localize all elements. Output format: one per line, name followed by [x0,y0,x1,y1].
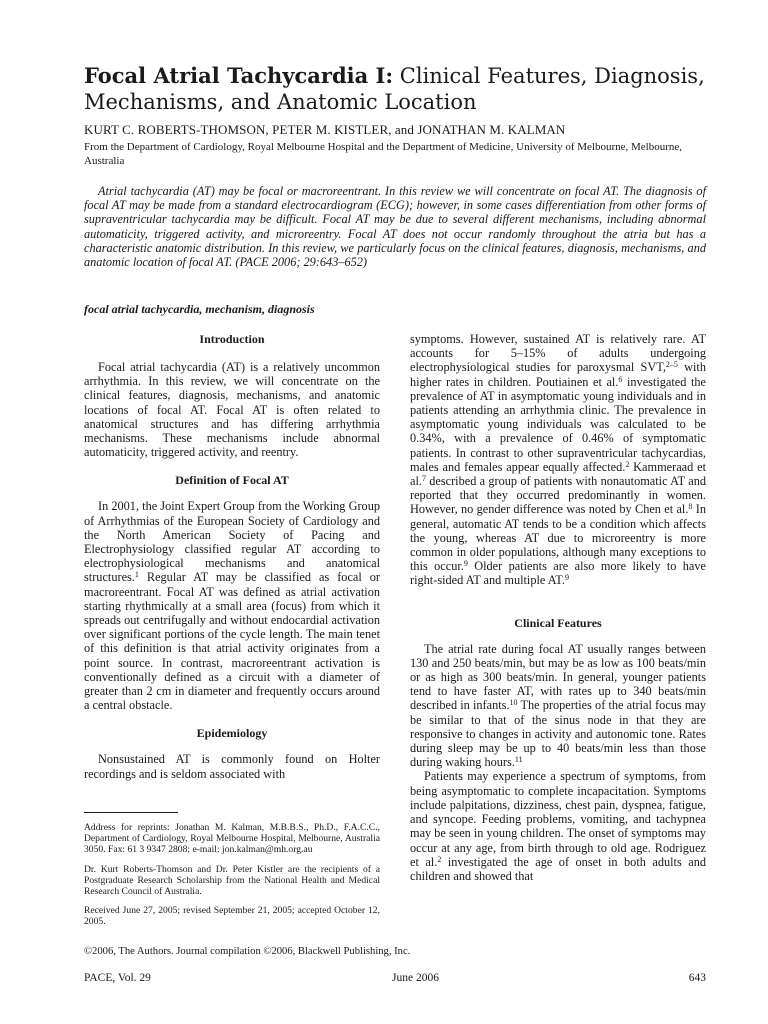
page-number: 643 [688,972,706,984]
citation-ref: 10 [509,698,518,708]
citation-ref: 6 [618,374,623,384]
keywords: focal atrial tachycardia, mechanism, diagnosis [84,302,315,316]
section-heading-clinical-features: Clinical Features [514,615,602,630]
article-title [84,63,706,115]
footnote-divider [84,812,178,813]
epidemiology-continued-paragraph: symptoms. However, sustained AT is relatively rare. AT accounts for 5–15% of adults undergoing electrophysiological studies for paroxysmal SVT,$^{2-5}$ with higher rates in children. Poutiainen et al.$^6$ investigated the prevalence of AT in asymptomatic young individuals and in patients attending an arrhythmia clinic. The prevalence in asymptomatic young individuals was calculated to be 0.34%, with a prevalence of 0.46% of symptomatic patients. In contrast to other supraventricular tachycardias, males and females appear equally affected.$^2$ Kammeraad et al.$^7$ described a group of patients with nonautomatic AT and reported that they occurred predominantly in women. However, no gender difference was noted by Chen et al.$^8$ In general, automatic AT tends to be a condition which affects the young, whereas AT due to microreentry is more common in older populations, although many exceptions to this occur.$^9$ Older patients are also more likely to have right-sided AT and multiple AT.$^9$ [410,332,707,588]
footnote-reprints: Address for reprints: Jonathan M. Kalman, M.B.B.S., Ph.D., F.A.C.C., Department of Cardiology, Royal Melbourne Hospital, Melbourne, Australia 3050. Fax: 61 3 9347 2808; e-mail: jon.kalman@mh.org.au [84,822,380,856]
citation-ref: 7 [421,474,426,484]
clinical-features-paragraph-2: Patients may experience a spectrum of symptoms, from being asymptomatic to complete incapacitation. Symptoms include palpitations, dizziness, chest pain, dyspnea, fatigue, and syncope. Feeding problems, vomiting, and tachypnea may be seen in young children. The onset of symptoms may occur at any age, from birth through to old age. Rodriguez et al.$^2$ investigated the age of onset in both adults and children and showed that [410,769,706,883]
section-heading-definition: Definition of Focal AT [175,473,289,488]
citation-ref: 8 [688,502,693,512]
footnote-scholarship: Dr. Kurt Roberts-Thomson and Dr. Peter Kistler are the recipients of a Postgraduate Research Scholarship from the National Health and Medical Research Council of Australia. [84,863,380,898]
title-bold-part: Focal Atrial Tachycardia I: [84,63,394,88]
epidemiology-paragraph: Nonsustained AT is commonly found on Holter recordings and is seldom associated with [84,752,380,781]
journal-volume: PACE, Vol. 29 [84,972,151,984]
citation-ref: 2 [437,854,442,864]
section-heading-introduction: Introduction [199,332,265,346]
citation-ref: 9 [463,559,468,569]
citation-ref: 1 [134,570,139,580]
citation-ref: 11 [514,755,523,765]
clinical-features-paragraph-1: The atrial rate during focal AT usually ranges between 130 and 250 beats/min, but may be as low as 100 beats/min or as high as 300 beats/min. In general, younger patients tend to have faster AT, with rates up to 340 beats/min described in infants.$^{10}$ The properties of the atrial focus may be similar to that of the sinus node in that they are responsive to changes in activity and autonomic tone. Rates during sleep may be up to 40 beats/min less than those during waking hours.$^{11}$ [410,641,706,770]
left-column [84,332,380,781]
definition-paragraph: In 2001, the Joint Expert Group from the Working Group of Arrhythmias of the European Society of Cardiology and the North American Society of Pacing and Electrophysiology classified regular AT according to electrophysiological mechanisms and anatomical structures.$^1$ Regular AT may be classified as focal or macroreentrant. Focal AT was defined as atrial activation starting rhythmically at a small area (focus) from which it spreads out centrifugally and without endocardial activation over significant portions of the cycle length. The main tenet of this definition is that atrial activity originates from a point source. In contrast, macroreentrant activation is conventionally defined as a circuit with a diameter of greater than 2 cm in diameter and frequently occurs around a central obstacle. [84,499,380,713]
author-affiliation: From the Department of Cardiology, Royal Melbourne Hospital and the Department of Medicine, University of Melbourne, Melbourne, Australia [84,141,683,167]
author-list: KURT C. ROBERTS-THOMSON, PETER M. KISTLER, and JONATHAN M. KALMAN [84,122,566,137]
right-column [410,332,706,883]
issue-date: June 2006 [392,972,439,984]
citation-ref: 2 [625,459,630,469]
title-rest-part: Clinical Features, Diagnosis, Mechanisms, and Anatomic Location [84,64,705,114]
footnotes [84,822,380,936]
copyright-notice: ©2006, The Authors. Journal compilation ©2006, Blackwell Publishing, Inc. [84,946,411,957]
abstract: Atrial tachycardia (AT) may be focal or macroreentrant. In this review we will concentrate on focal AT. The diagnosis of focal AT may be made from a standard electrocardiogram (ECG); however, in some cases differentiation from other forms of supraventricular tachycardia may be difficult. Focal AT may be due to several different mechanisms, including abnormal automaticity, triggered activity, and microreentry. Focal AT does not occur randomly throughout the atria but has a characteristic anatomic distribution. In this review, we particularly focus on the clinical features, diagnosis, mechanisms, and anatomic location of focal AT. (PACE 2006; 29:643–652) [84,184,706,270]
footnote-received: Received June 27, 2005; revised September 21, 2005; accepted October 12, 2005. [84,905,380,928]
introduction-paragraph: Focal atrial tachycardia (AT) is a relatively uncommon arrhythmia. In this review, we will concentrate on the clinical features, diagnosis, mechanisms, and anatomic locations of focal AT. Focal AT is often related to anatomical structures and has differing arrhythmia mechanisms. These mechanisms include abnormal automaticity, triggered activity, and reentry. [84,360,380,460]
citation-ref: 9 [564,573,569,583]
citation-ref: 2–5 [665,360,678,370]
section-heading-epidemiology: Epidemiology [196,726,268,741]
article-page [84,0,706,1024]
